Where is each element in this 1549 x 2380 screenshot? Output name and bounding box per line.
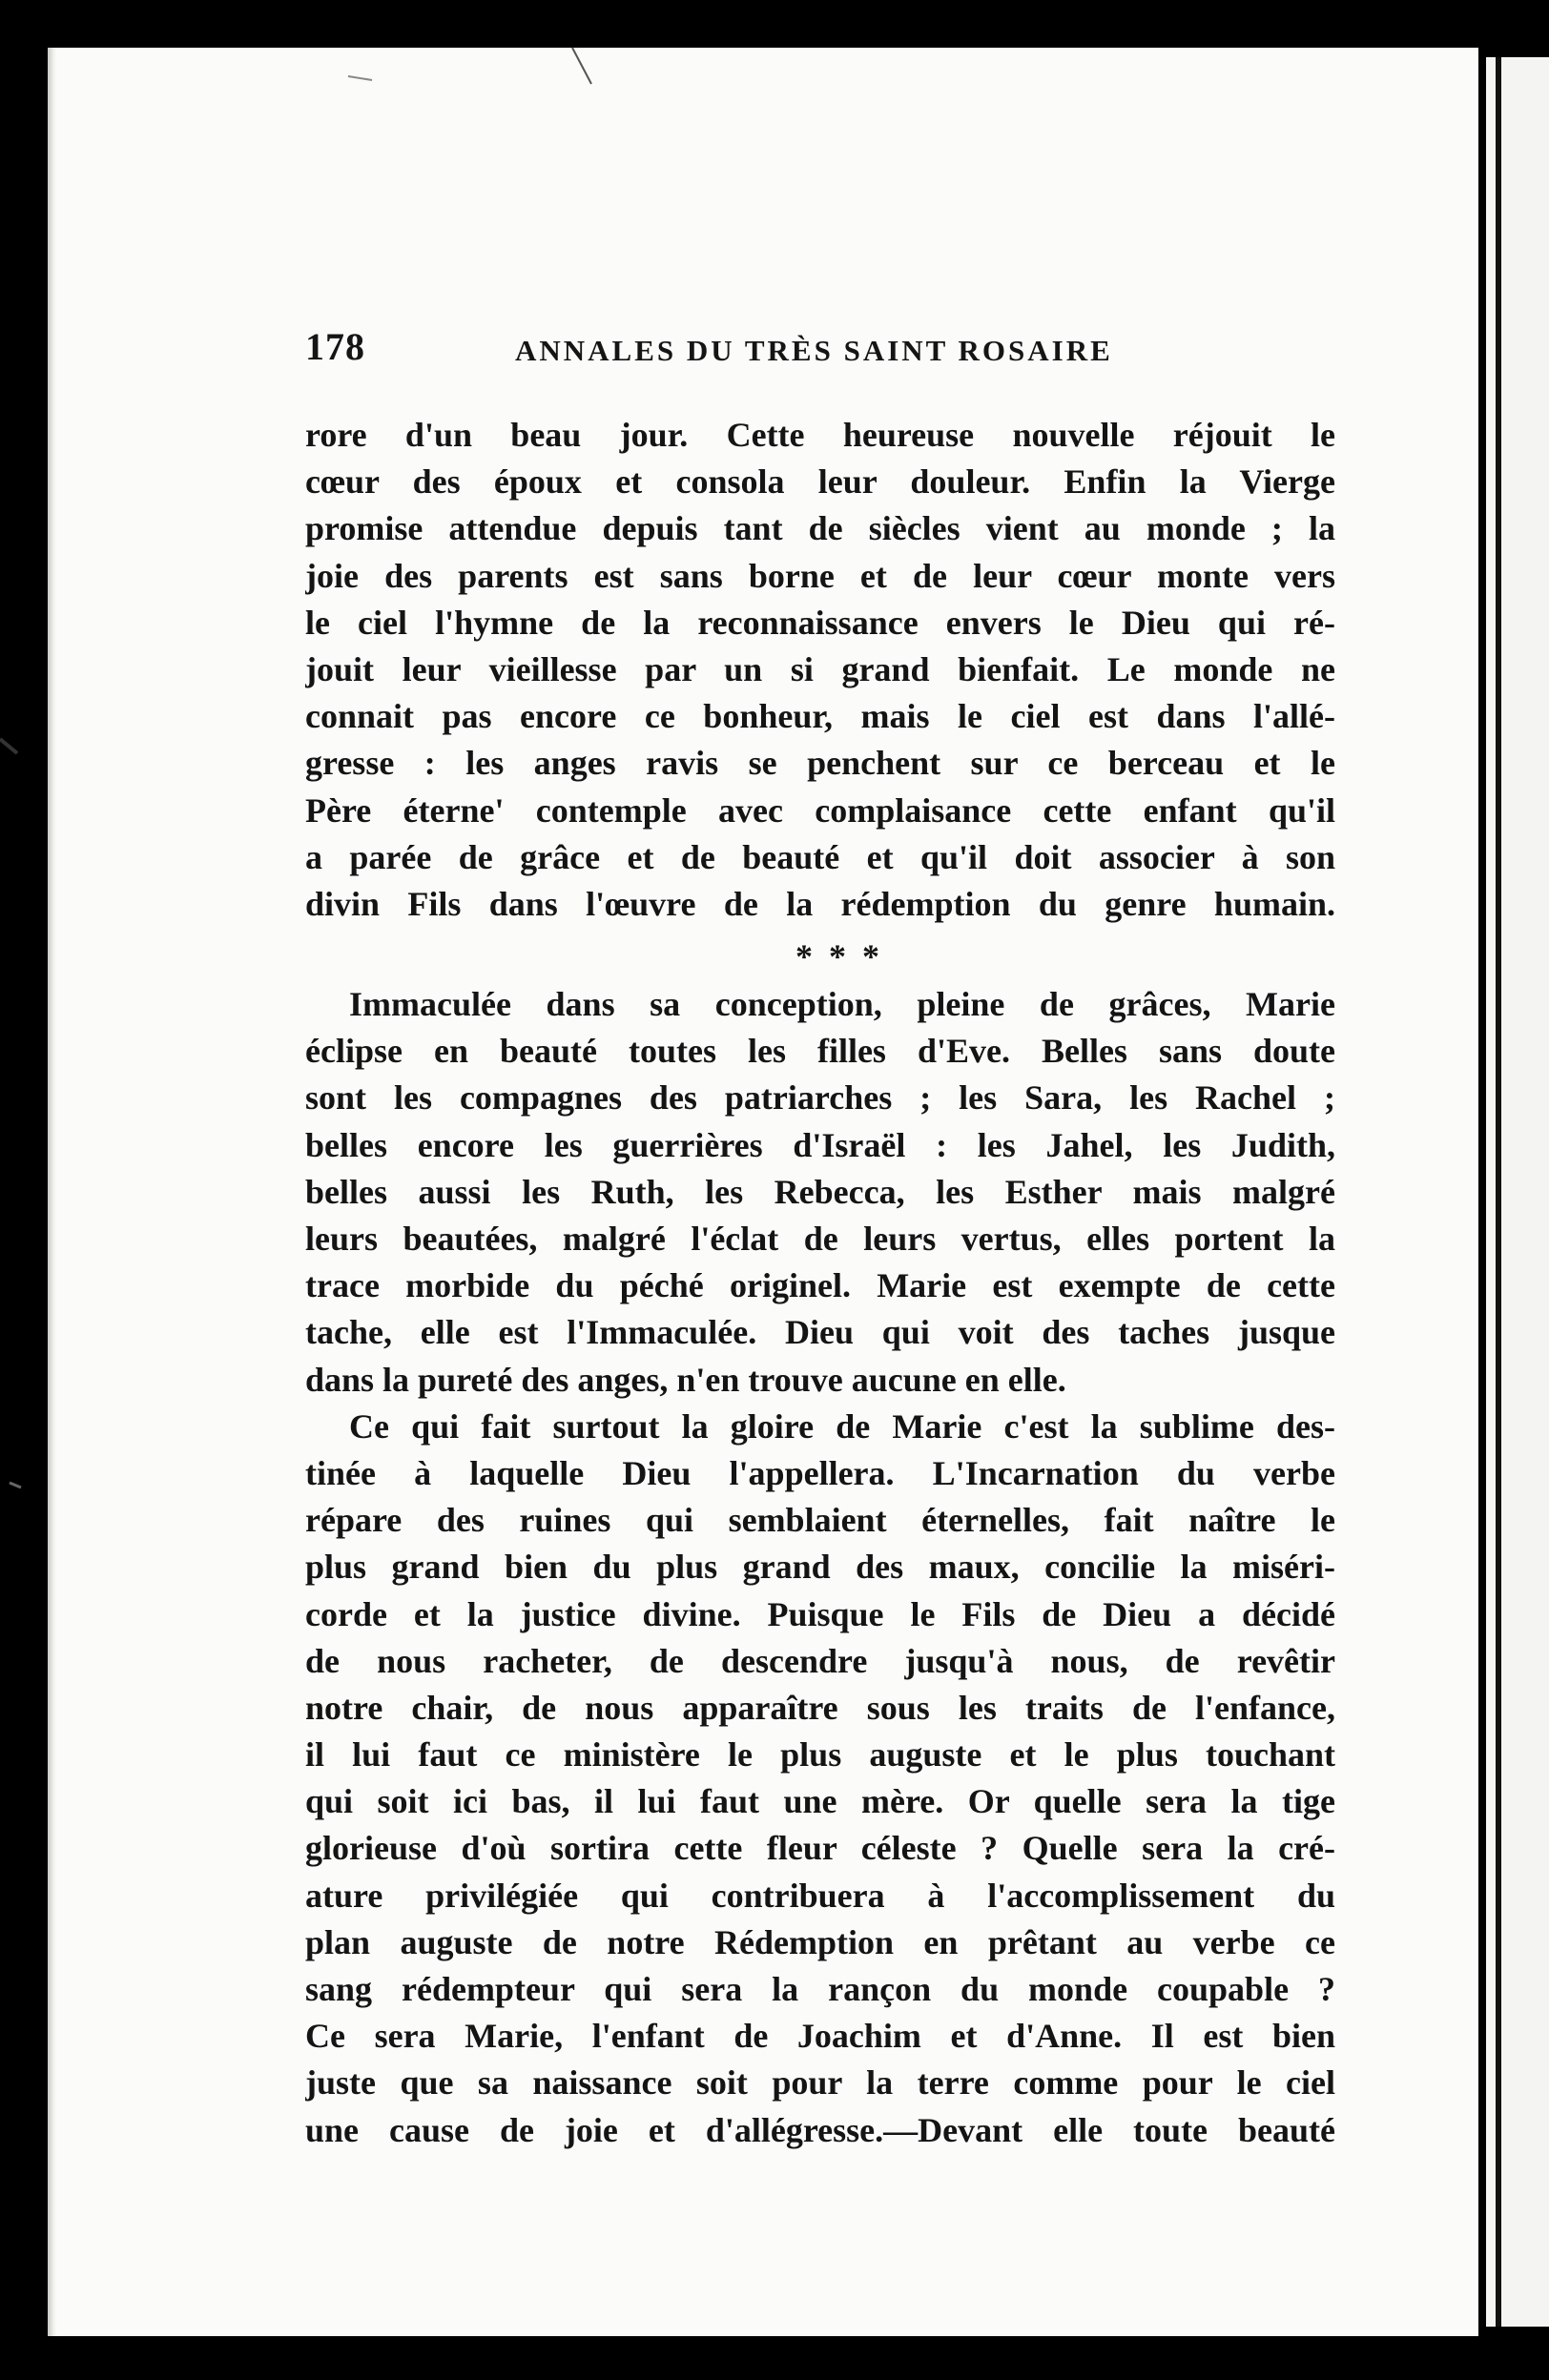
text-line: Père éterne' contemple avec complaisance cette enfant qu'il: [305, 790, 1335, 830]
scan-speck: [348, 76, 372, 80]
text-line: sont les compagnes des patriarches ; les Sara, les Rachel ;: [305, 1078, 1335, 1118]
text-line: belles aussi les Ruth, les Rebecca, les Esther mais malgré: [305, 1172, 1335, 1211]
text-line: sang rédempteur qui sera la rançon du monde coupable ?: [305, 1970, 1335, 2008]
text-line: qui soit ici bas, il lui faut une mère. Or quelle sera la tige: [305, 1782, 1335, 1821]
text-line: tache, elle est l'Immaculée. Dieu qui voit des taches jusque: [305, 1313, 1335, 1352]
scan-speck: [10, 1483, 21, 1488]
text-line: une cause de joie et d'allégresse.—Devant elle toute beauté: [305, 2110, 1335, 2149]
text-line: Ce qui fait surtout la gloire de Marie c'est la sublime des-: [349, 1406, 1335, 1446]
text-line: notre chair, de nous apparaître sous les traits de l'enfance,: [305, 1688, 1335, 1727]
text-line: répare des ruines qui semblaient éternelles, fait naître le: [305, 1501, 1335, 1540]
page-number: 178: [305, 325, 365, 368]
scan-speck: [572, 48, 591, 84]
text-line: joie des parents est sans borne et de leur cœur monte vers: [305, 556, 1335, 595]
text-line: a parée de grâce et de beauté et qu'il doit associer à son: [305, 837, 1335, 876]
section-ornament: * * *: [795, 937, 883, 976]
text-line: le ciel l'hymne de la reconnaissance envers le Dieu qui ré-: [305, 603, 1335, 642]
text-line: plan auguste de notre Rédemption en prêtant au verbe ce: [305, 1922, 1335, 1961]
text-line: rore d'un beau jour. Cette heureuse nouvelle réjouit le: [305, 416, 1335, 454]
text-line: de nous racheter, de descendre jusqu'à nous, de revêtir: [305, 1641, 1335, 1680]
text-line: jouit leur vieillesse par un si grand bienfait. Le monde ne: [305, 649, 1335, 688]
text-line: promise attendue depuis tant de siècles vient au monde ; la: [305, 509, 1335, 548]
text-line: juste que sa naissance soit pour la terre comme pour le ciel: [305, 2063, 1335, 2103]
text-line: il lui faut ce ministère le plus auguste et le plus touchant: [305, 1735, 1335, 1775]
text-line: connait pas encore ce bonheur, mais le ciel est dans l'allé-: [305, 697, 1335, 736]
text-line: Immaculée dans sa conception, pleine de grâces, Marie: [349, 985, 1335, 1024]
text-line: divin Fils dans l'œuvre de la rédemption du genre humain.: [305, 884, 1335, 923]
text-line: tinée à laquelle Dieu l'appellera. L'Incarnation du verbe: [305, 1453, 1335, 1492]
text-line: ature privilégiée qui contribuera à l'accomplissement du: [305, 1876, 1335, 1915]
text-line: leurs beautées, malgré l'éclat de leurs vertus, elles portent la: [305, 1220, 1335, 1258]
text-line: plus grand bien du plus grand des maux, concilie la miséri-: [305, 1548, 1335, 1587]
scan-speck: [0, 739, 17, 753]
text-line: glorieuse d'où sortira cette fleur céleste ? Quelle sera la cré-: [305, 1829, 1335, 1868]
text-line: Ce sera Marie, l'enfant de Joachim et d'Anne. Il est bien: [305, 2017, 1335, 2056]
text-line: gresse : les anges ravis se penchent sur ce berceau et le: [305, 744, 1335, 783]
text-line: corde et la justice divine. Puisque le Fils de Dieu a décidé: [305, 1594, 1335, 1633]
running-title: ANNALES DU TRÈS SAINT ROSAIRE: [515, 334, 1113, 367]
text-line: dans la pureté des anges, n'en trouve aucune en elle.: [305, 1360, 1066, 1399]
text-line: éclipse en beauté toutes les filles d'Eve. Belles sans doute: [305, 1032, 1335, 1071]
text-line: belles encore les guerrières d'Israël : les Jahel, les Judith,: [305, 1125, 1335, 1164]
text-line: cœur des époux et consola leur douleur. Enfin la Vierge: [305, 462, 1335, 502]
text-line: trace morbide du péché originel. Marie est exempte de cette: [305, 1266, 1335, 1305]
